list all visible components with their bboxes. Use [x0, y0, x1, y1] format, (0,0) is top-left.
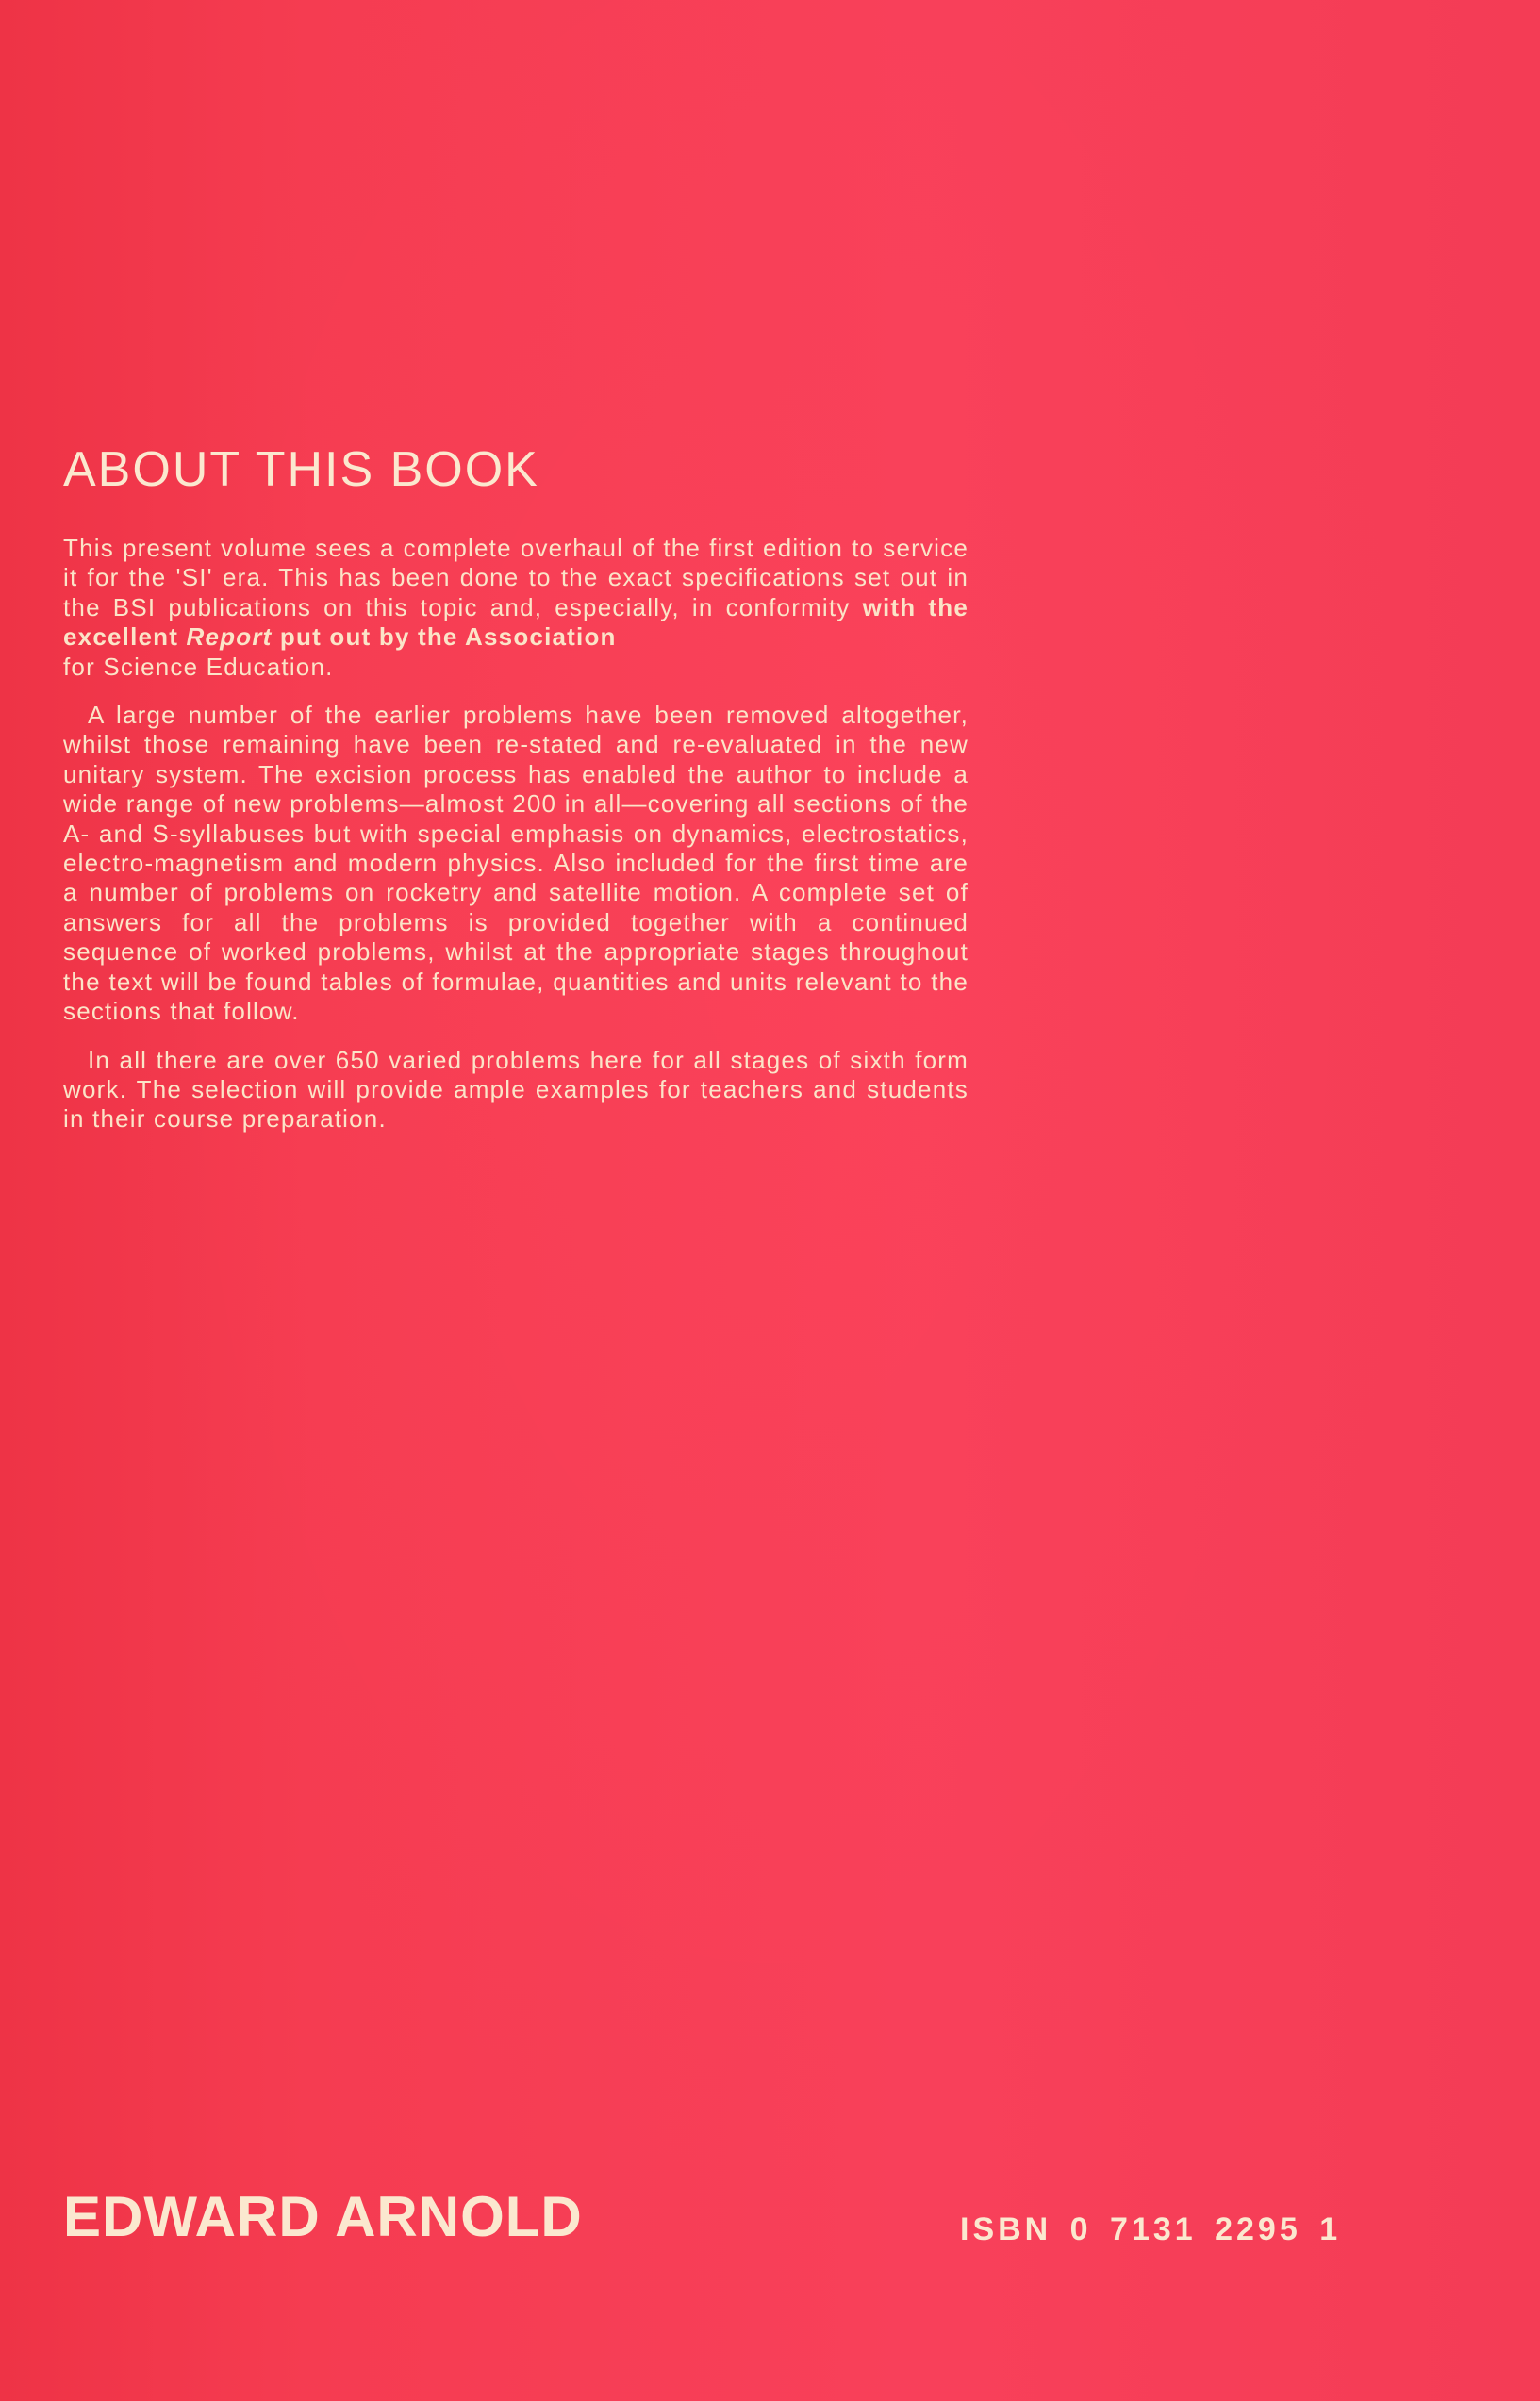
blurb-paragraph-1: [63, 534, 969, 682]
blurb-bold-after: put out by the Association: [272, 622, 617, 652]
publisher-name: EDWARD ARNOLD: [63, 2185, 583, 2248]
blurb-paragraph-2: A large number of the earlier problems have been removed altogether, whilst those remaining have been re-stated and re-evaluated in the new unitary system. The excision process has enabled the author to include a wide range of new problems—almost 200 in all—covering all sections of the A- and S-syllabuses but with special emphasis on dynamics, electrostatics, electro-magnetism and modern physics. Also included for the first time are a number of problems on rocketry and satellite motion. A complete set of answers for all the problems is provided together with a continued sequence of worked problems, whilst at the appropriate stages throughout the text will be found tables of formulae, quantities and units relevant to the sections that follow.: [63, 701, 969, 1026]
section-heading: ABOUT THIS BOOK: [63, 442, 539, 497]
blurb-bold-before: with the excellent: [63, 592, 969, 652]
blurb-paragraph-1-end: for Science Education.: [63, 652, 334, 681]
blurb-text: [63, 534, 969, 1153]
report-title: Report: [186, 622, 273, 652]
isbn-number: ISBN 0 7131 2295 1: [960, 2211, 1342, 2247]
blurb-paragraph-1-text: This present volume sees a complete overhaul of the first edition to service it for the 'SI' era. This has been done to the exact specifications set out in the BSI publications on this topic and, especially, in conformity: [63, 534, 969, 621]
blurb-paragraph-3: In all there are over 650 varied problems here for all stages of sixth form work. The selection will provide ample examples for teachers and students in their course preparation.: [63, 1045, 969, 1134]
